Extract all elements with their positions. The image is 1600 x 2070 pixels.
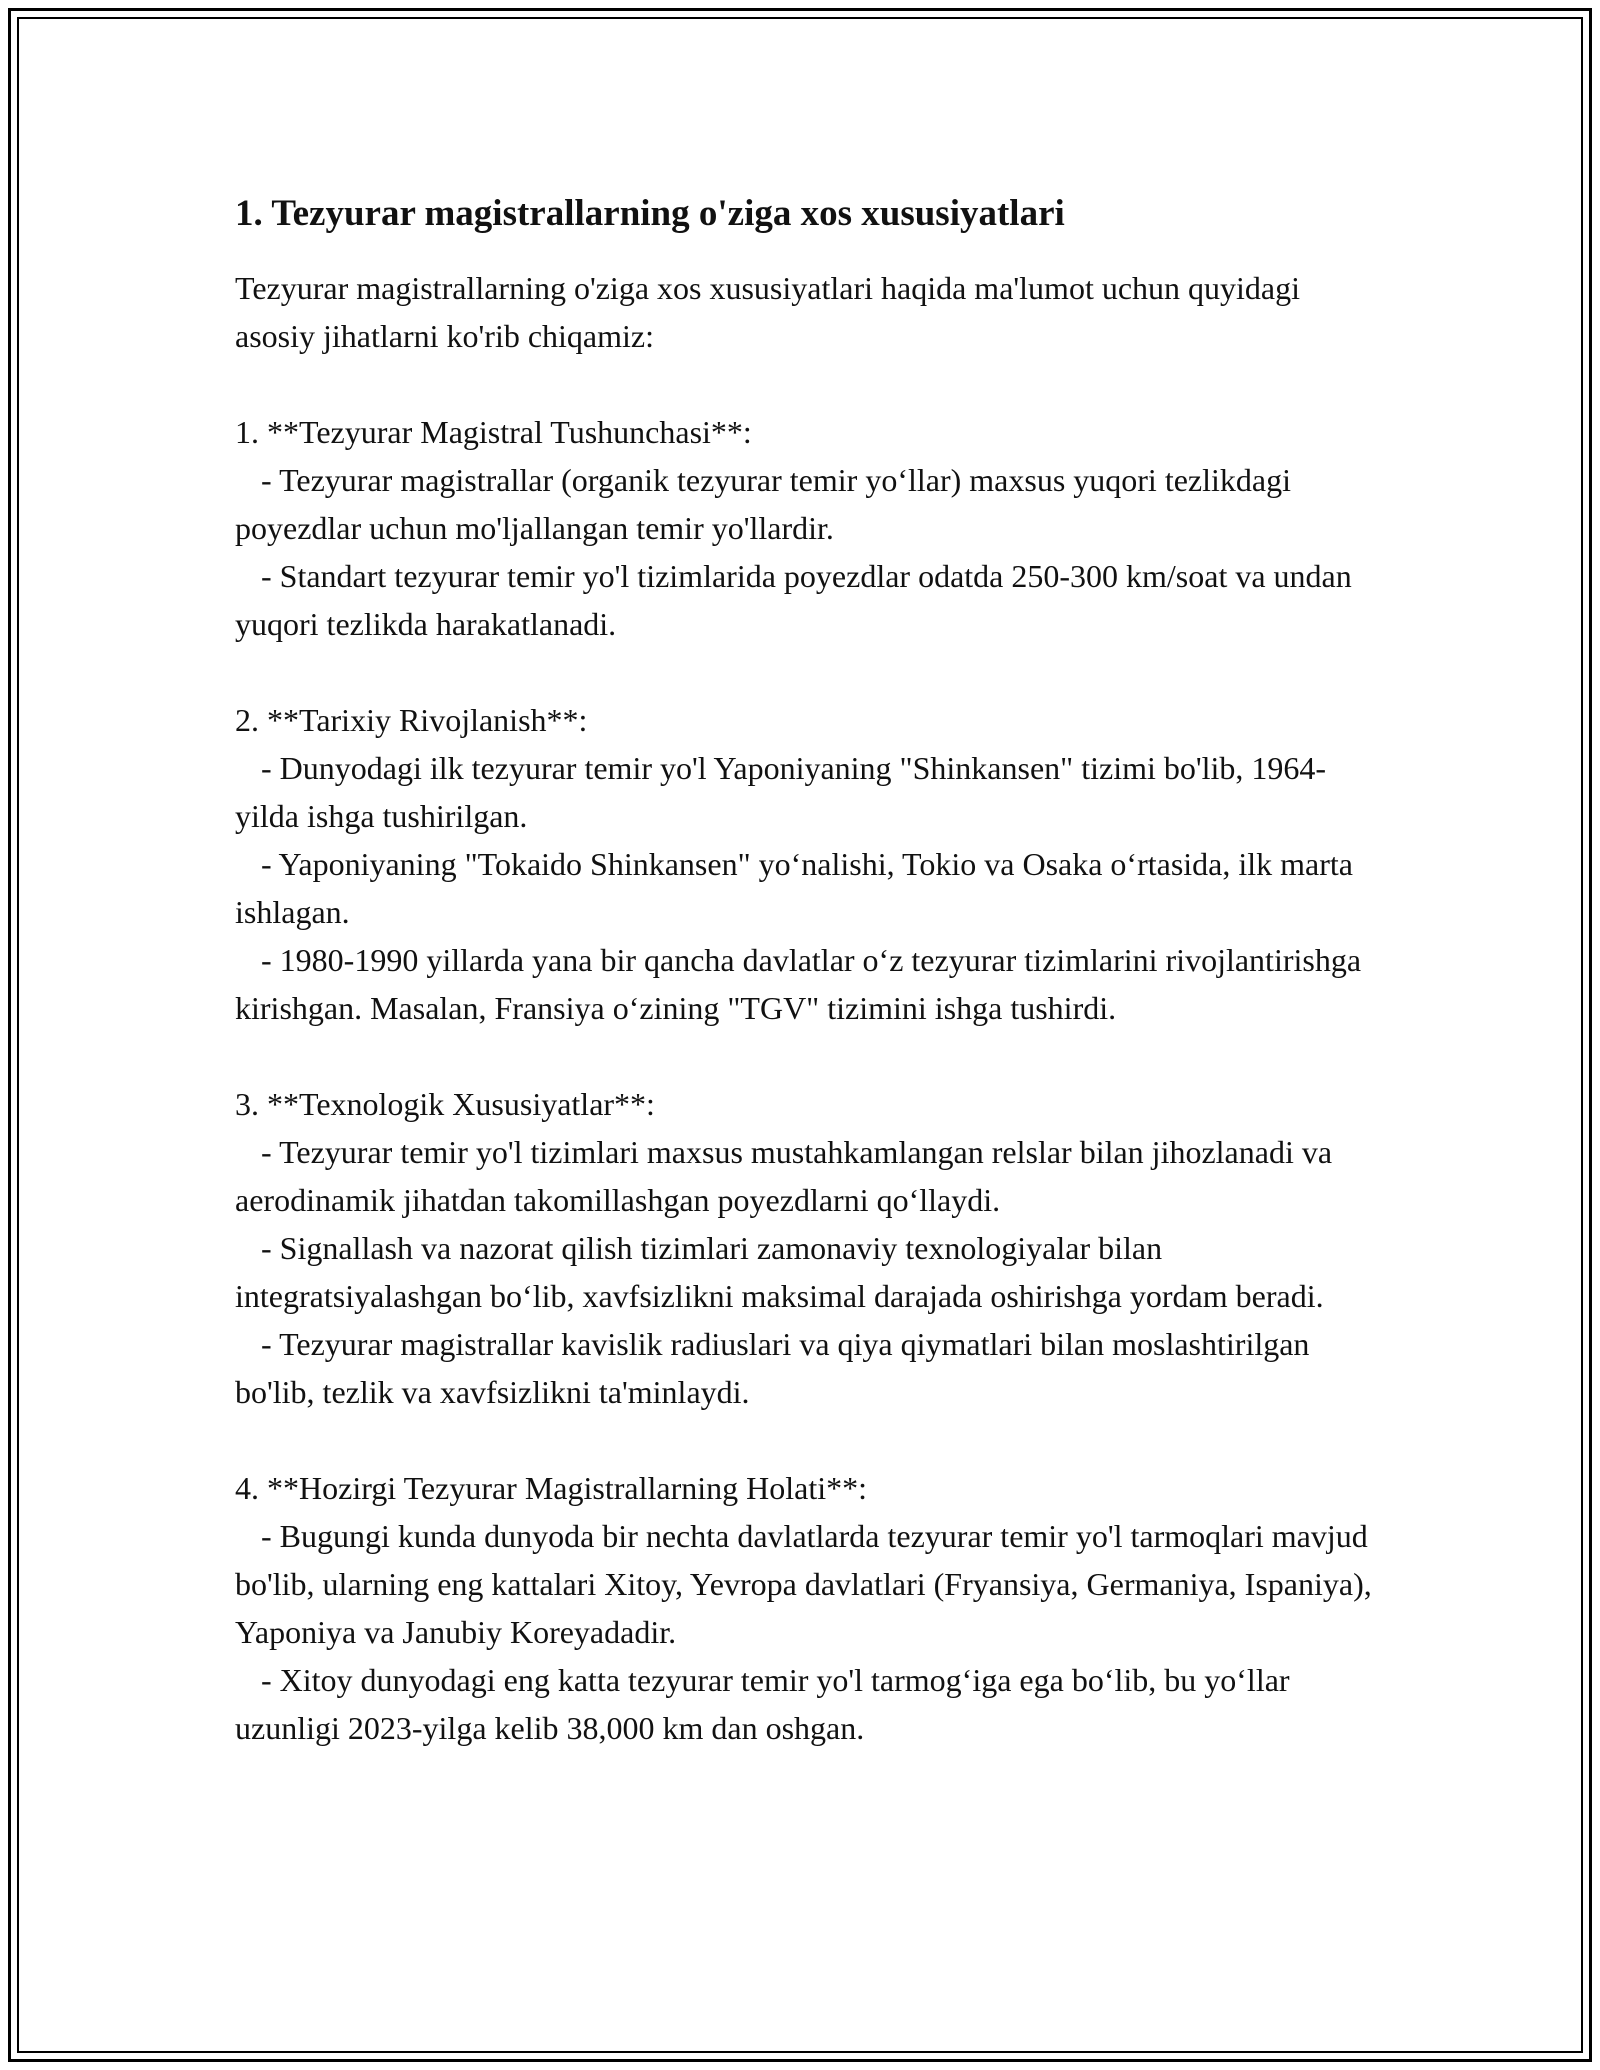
section-heading: 2. **Tarixiy Rivojlanish**: [235, 702, 588, 738]
bullet-item: - Yaponiyaning "Tokaido Shinkansen" yo‘nalishi, Tokio va Osaka o‘rtasida, ilk marta ishlagan. [235, 846, 1353, 930]
bullet-item: - Dunyodagi ilk tezyurar temir yo'l Yaponiyaning "Shinkansen" tizimi bo'lib, 1964-yilda ishga tushirilgan. [235, 750, 1327, 834]
bullet-item: - Tezyurar magistrallar (organik tezyurar temir yo‘llar) maxsus yuqori tezlikdagi poyezdlar uchun mo'ljallangan temir yo'llardir. [235, 462, 1291, 546]
document-title: 1. Tezyurar magistrallarning o'ziga xos xususiyatlari [235, 193, 1065, 234]
bullet-item: - Tezyurar magistrallar kavislik radiuslari va qiya qiymatlari bilan moslashtirilgan bo'lib, tezlik va xavfsizlikni ta'minlaydi. [235, 1326, 1310, 1410]
intro-paragraph: Tezyurar magistrallarning o'ziga xos xususiyatlari haqida ma'lumot uchun quyidagi asosiy jihatlarni ko'rib chiqamiz: [235, 270, 1301, 354]
bullet-item: - Standart tezyurar temir yo'l tizimlarida poyezdlar odatda 250-300 km/soat va undan yuqori tezlikda harakatlanadi. [235, 558, 1352, 642]
document-body [235, 190, 1385, 1800]
section-heading: 3. **Texnologik Xususiyatlar**: [235, 1086, 655, 1122]
bullet-item: - Tezyurar temir yo'l tizimlari maxsus mustahkamlangan relslar bilan jihozlanadi va aerodinamik jihatdan takomillashgan poyezdlarni qo‘llaydi. [235, 1134, 1333, 1218]
section-technology [235, 1080, 1385, 1416]
bullet-item: - Bugungi kunda dunyoda bir nechta davlatlarda tezyurar temir yo'l tarmoqlari mavjud bo'lib, ularning eng kattalari Xitoy, Yevropa davlatlari (Fryansiya, Germaniya, Ispaniya), Yaponiya va Janubiy Koreyadadir. [235, 1518, 1372, 1650]
section-concept [235, 408, 1385, 648]
bullet-item: - Xitoy dunyodagi eng katta tezyurar temir yo'l tarmog‘iga ega bo‘lib, bu yo‘llar uzunligi 2023-yilga kelib 38,000 km dan oshgan. [235, 1662, 1290, 1746]
section-history [235, 696, 1385, 1032]
section-heading: 4. **Hozirgi Tezyurar Magistrallarning Holati**: [235, 1470, 867, 1506]
bullet-item: - 1980-1990 yillarda yana bir qancha davlatlar o‘z tezyurar tizimlarini rivojlantirishga kirishgan. Masalan, Fransiya o‘zining "TGV" tizimini ishga tushirdi. [235, 942, 1362, 1026]
section-heading: 1. **Tezyurar Magistral Tushunchasi**: [235, 414, 752, 450]
bullet-item: - Signallash va nazorat qilish tizimlari zamonaviy texnologiyalar bilan integratsiyalashgan bo‘lib, xavfsizlikni maksimal darajada oshirishga yordam beradi. [235, 1230, 1324, 1314]
section-current-state [235, 1464, 1385, 1752]
